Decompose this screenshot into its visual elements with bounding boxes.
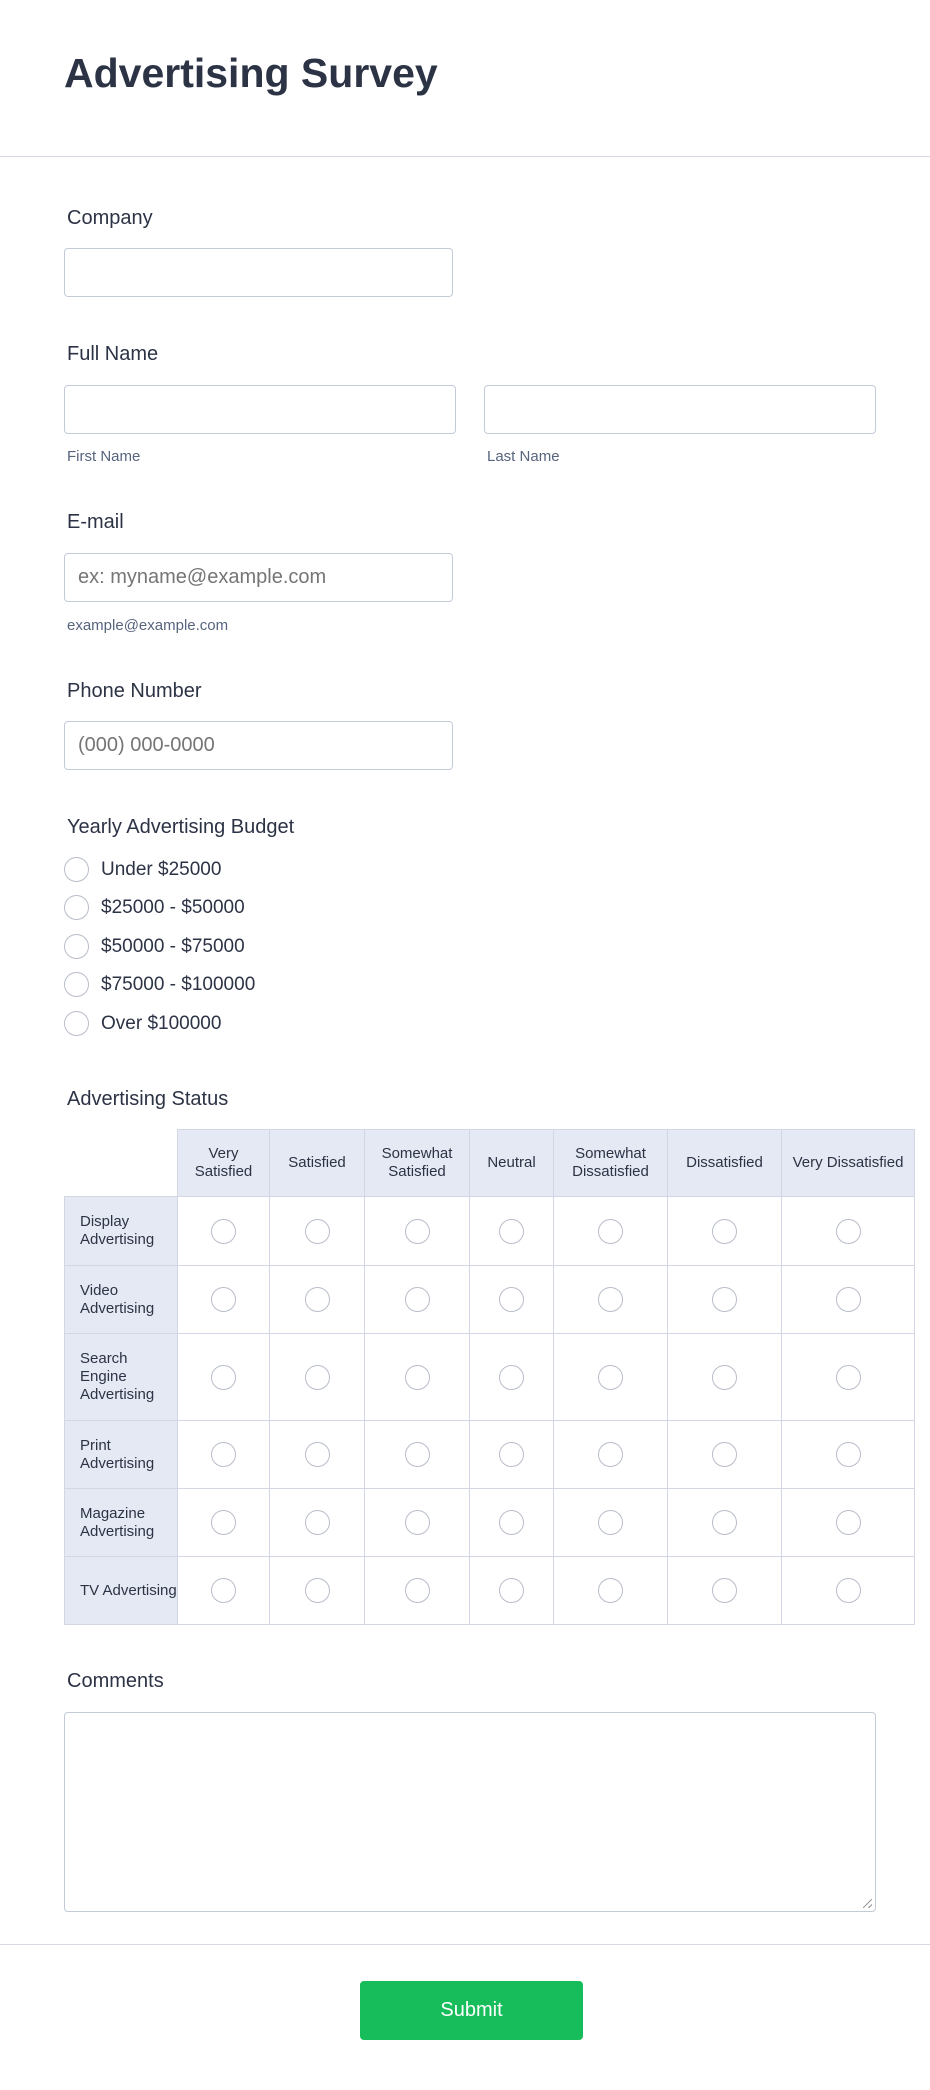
- form-title: Advertising Survey: [64, 50, 438, 96]
- matrix-cell: [554, 1266, 668, 1334]
- matrix-column-header: Very Dissatisfied: [782, 1130, 915, 1197]
- option-label: Under $25000: [101, 858, 222, 880]
- matrix-row: [65, 1197, 915, 1266]
- matrix-cell: [270, 1334, 365, 1421]
- matrix-cell: [365, 1197, 470, 1266]
- matrix-row-header: Magazine Advertising: [65, 1489, 178, 1557]
- matrix-cell: [668, 1489, 782, 1557]
- matrix-radio-button[interactable]: [598, 1365, 623, 1390]
- matrix-cell: [365, 1266, 470, 1334]
- last-name-sublabel: Last Name: [487, 448, 560, 465]
- first-name-sublabel: First Name: [67, 448, 141, 465]
- matrix-cell: [178, 1489, 270, 1557]
- matrix-row-header: TV Advertising: [65, 1557, 178, 1625]
- matrix-cell: [554, 1197, 668, 1266]
- comments-label: Comments: [67, 1670, 164, 1692]
- matrix-radio-button[interactable]: [836, 1365, 861, 1390]
- email-sublabel: example@example.com: [67, 617, 229, 634]
- matrix-cell: [270, 1557, 365, 1625]
- matrix-radio-button[interactable]: [598, 1287, 623, 1312]
- matrix-row-header: Print Advertising: [65, 1421, 178, 1489]
- matrix-cell: [365, 1557, 470, 1625]
- matrix-cell: [668, 1421, 782, 1489]
- matrix-cell: [554, 1557, 668, 1625]
- footer-divider: [0, 1944, 930, 1945]
- matrix-radio-button[interactable]: [598, 1442, 623, 1467]
- email-label: E-mail: [67, 511, 124, 533]
- matrix-radio-button[interactable]: [305, 1442, 330, 1467]
- status-label: Advertising Status: [67, 1088, 229, 1110]
- comments-textarea[interactable]: [64, 1712, 876, 1912]
- matrix-cell: [668, 1266, 782, 1334]
- last-name-input[interactable]: [484, 385, 876, 434]
- matrix-cell: [365, 1489, 470, 1557]
- matrix-cell: [782, 1421, 915, 1489]
- matrix-radio-button[interactable]: [405, 1287, 430, 1312]
- radio-button[interactable]: [64, 972, 89, 997]
- matrix-radio-button[interactable]: [305, 1578, 330, 1603]
- matrix-cell: [470, 1489, 554, 1557]
- matrix-radio-button[interactable]: [712, 1510, 737, 1535]
- header-divider: [0, 156, 930, 157]
- matrix-cell: [554, 1334, 668, 1421]
- matrix-cell: [782, 1266, 915, 1334]
- matrix-cell: [270, 1421, 365, 1489]
- matrix-radio-button[interactable]: [211, 1219, 236, 1244]
- option-label: $75000 - $100000: [101, 973, 256, 995]
- matrix-radio-button[interactable]: [712, 1442, 737, 1467]
- matrix-radio-button[interactable]: [499, 1219, 524, 1244]
- matrix-cell: [270, 1489, 365, 1557]
- matrix-radio-button[interactable]: [305, 1219, 330, 1244]
- matrix-radio-button[interactable]: [499, 1365, 524, 1390]
- matrix-cell: [470, 1266, 554, 1334]
- matrix-radio-button[interactable]: [712, 1365, 737, 1390]
- full-name-label: Full Name: [67, 343, 159, 365]
- matrix-cell: [668, 1557, 782, 1625]
- matrix-cell: [270, 1266, 365, 1334]
- matrix-radio-button[interactable]: [499, 1287, 524, 1312]
- matrix-row-header: Display Advertising: [65, 1197, 178, 1266]
- matrix-radio-button[interactable]: [405, 1578, 430, 1603]
- matrix-cell: [178, 1266, 270, 1334]
- budget-option[interactable]: [64, 1011, 221, 1036]
- budget-option[interactable]: [64, 895, 245, 920]
- matrix-row-header: Search Engine Advertising: [65, 1334, 178, 1421]
- matrix-radio-button[interactable]: [405, 1510, 430, 1535]
- matrix-radio-button[interactable]: [712, 1219, 737, 1244]
- matrix-radio-button[interactable]: [598, 1219, 623, 1244]
- matrix-radio-button[interactable]: [211, 1578, 236, 1603]
- matrix-cell: [470, 1197, 554, 1266]
- email-input[interactable]: [64, 553, 453, 602]
- option-label: Over $100000: [101, 1012, 222, 1034]
- matrix-cell: [178, 1197, 270, 1266]
- matrix-cell: [178, 1557, 270, 1625]
- matrix-radio-button[interactable]: [305, 1510, 330, 1535]
- matrix-radio-button[interactable]: [836, 1442, 861, 1467]
- matrix-radio-button[interactable]: [211, 1365, 236, 1390]
- matrix-radio-button[interactable]: [836, 1578, 861, 1603]
- matrix-radio-button[interactable]: [405, 1442, 430, 1467]
- matrix-cell: [470, 1334, 554, 1421]
- matrix-cell: [782, 1334, 915, 1421]
- matrix-radio-button[interactable]: [211, 1442, 236, 1467]
- matrix-cell: [668, 1334, 782, 1421]
- matrix-cell: [178, 1334, 270, 1421]
- matrix-radio-button[interactable]: [499, 1578, 524, 1603]
- matrix-radio-button[interactable]: [405, 1365, 430, 1390]
- matrix-row: [65, 1266, 915, 1334]
- matrix-cell: [470, 1421, 554, 1489]
- matrix-radio-button[interactable]: [712, 1287, 737, 1312]
- matrix-column-header: Somewhat Satisfied: [365, 1130, 470, 1197]
- matrix-cell: [782, 1489, 915, 1557]
- budget-option[interactable]: [64, 934, 245, 959]
- matrix-cell: [270, 1197, 365, 1266]
- matrix-cell: [782, 1197, 915, 1266]
- matrix-radio-button[interactable]: [405, 1219, 430, 1244]
- phone-label: Phone Number: [67, 680, 202, 702]
- matrix-column-header: Dissatisfied: [668, 1130, 782, 1197]
- matrix-row: [65, 1557, 915, 1625]
- matrix-row: [65, 1489, 915, 1557]
- matrix-radio-button[interactable]: [598, 1578, 623, 1603]
- matrix-corner: [65, 1130, 178, 1197]
- phone-input[interactable]: [64, 721, 453, 770]
- matrix-radio-button[interactable]: [836, 1287, 861, 1312]
- budget-option[interactable]: [64, 857, 221, 882]
- matrix-row: [65, 1334, 915, 1421]
- matrix-radio-button[interactable]: [598, 1510, 623, 1535]
- matrix-radio-button[interactable]: [305, 1365, 330, 1390]
- matrix-column-header: Satisfied: [270, 1130, 365, 1197]
- matrix-radio-button[interactable]: [712, 1578, 737, 1603]
- option-label: $25000 - $50000: [101, 896, 245, 918]
- matrix-column-header: Very Satisfied: [178, 1130, 270, 1197]
- matrix-radio-button[interactable]: [499, 1442, 524, 1467]
- submit-button[interactable]: Submit: [360, 1981, 583, 2040]
- matrix-cell: [470, 1557, 554, 1625]
- matrix-radio-button[interactable]: [499, 1510, 524, 1535]
- matrix-radio-button[interactable]: [305, 1287, 330, 1312]
- matrix-column-header: Neutral: [470, 1130, 554, 1197]
- matrix-cell: [668, 1197, 782, 1266]
- matrix-cell: [365, 1334, 470, 1421]
- matrix-column-header: Somewhat Dissatisfied: [554, 1130, 668, 1197]
- company-input[interactable]: [64, 248, 453, 297]
- budget-label: Yearly Advertising Budget: [67, 816, 295, 838]
- radio-button[interactable]: [64, 895, 89, 920]
- matrix-cell: [782, 1557, 915, 1625]
- matrix-radio-button[interactable]: [836, 1510, 861, 1535]
- matrix-cell: [554, 1421, 668, 1489]
- matrix-radio-button[interactable]: [836, 1219, 861, 1244]
- radio-button[interactable]: [64, 857, 89, 882]
- status-matrix: [64, 1129, 904, 1625]
- matrix-cell: [365, 1421, 470, 1489]
- option-label: $50000 - $75000: [101, 935, 245, 957]
- radio-button[interactable]: [64, 1011, 89, 1036]
- matrix-cell: [554, 1489, 668, 1557]
- resize-handle-icon[interactable]: [863, 1899, 872, 1908]
- first-name-input[interactable]: [64, 385, 456, 434]
- matrix-radio-button[interactable]: [211, 1510, 236, 1535]
- radio-button[interactable]: [64, 934, 89, 959]
- matrix-row-header: Video Advertising: [65, 1266, 178, 1334]
- matrix-radio-button[interactable]: [211, 1287, 236, 1312]
- budget-option[interactable]: [64, 972, 255, 997]
- company-label: Company: [67, 207, 153, 229]
- matrix-cell: [178, 1421, 270, 1489]
- matrix-row: [65, 1421, 915, 1489]
